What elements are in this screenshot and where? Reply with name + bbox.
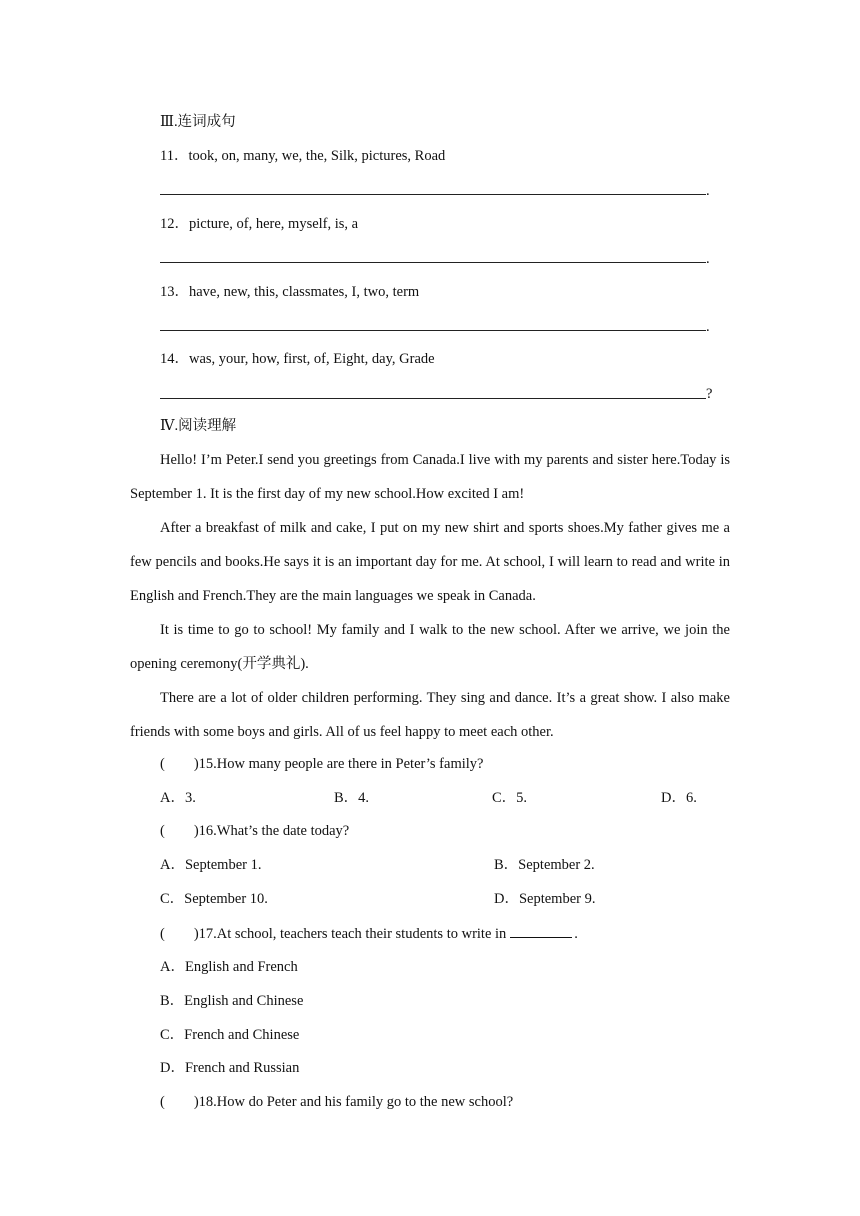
question-17 bbox=[160, 923, 578, 944]
question-16-stem: ( )16.What’s the date today? bbox=[160, 823, 350, 839]
question-15-option-d[interactable]: D．6. bbox=[661, 790, 697, 806]
answer-end-14: ? bbox=[706, 386, 713, 402]
item-11-words: took, on, many, we, the, Silk, pictures, Road bbox=[188, 148, 446, 164]
question-17-option-a[interactable]: A．English and French bbox=[160, 959, 298, 975]
question-15-option-c[interactable]: C．5. bbox=[492, 790, 528, 806]
section-3-title: Ⅲ.连词成句 bbox=[160, 114, 236, 130]
answer-end-12: . bbox=[706, 251, 710, 267]
question-17-option-c[interactable]: C．French and Chinese bbox=[160, 1027, 300, 1043]
item-12 bbox=[160, 214, 358, 234]
item-11-number: 11． bbox=[160, 148, 189, 164]
question-17-stem: ( )17.At school, teachers teach their students to write in bbox=[160, 926, 507, 942]
question-18-stem: ( )18.How do Peter and his family go to the new school? bbox=[160, 1094, 514, 1110]
passage-paragraph-2: After a breakfast of milk and cake, I put on my new shirt and sports shoes.My father gives me a few pencils and books.He says it is an important day for me. At school, I will learn to read and write in English and French.They are the main languages we speak in Canada. bbox=[130, 520, 730, 604]
answer-line-13[interactable] bbox=[160, 330, 706, 331]
answer-end-13: . bbox=[706, 319, 710, 335]
item-13-words: have, new, this, classmates, I, two, term bbox=[189, 284, 420, 300]
item-13-number: 13． bbox=[160, 284, 189, 300]
answer-line-11[interactable] bbox=[160, 194, 706, 195]
section-4-title: Ⅳ.阅读理解 bbox=[160, 418, 237, 434]
question-17-option-b[interactable]: B．English and Chinese bbox=[160, 993, 304, 1009]
question-16-option-b[interactable]: B．September 2. bbox=[494, 857, 595, 873]
answer-line-12[interactable] bbox=[160, 262, 706, 263]
question-17-stem-end: . bbox=[574, 926, 578, 942]
item-12-words: picture, of, here, myself, is, a bbox=[189, 216, 359, 232]
passage-paragraph-3: It is time to go to school! My family and I walk to the new school. After we arrive, we join the opening ceremony(开学典礼). bbox=[130, 622, 730, 672]
item-11 bbox=[160, 146, 445, 166]
question-17-option-d[interactable]: D．French and Russian bbox=[160, 1060, 300, 1076]
question-16-option-a[interactable]: A．September 1. bbox=[160, 857, 262, 873]
item-12-number: 12． bbox=[160, 216, 189, 232]
question-15-option-a[interactable]: A．3. bbox=[160, 790, 196, 806]
question-17-blank[interactable] bbox=[510, 923, 572, 938]
question-15-option-b[interactable]: B．4. bbox=[334, 790, 370, 806]
passage-paragraph-4: There are a lot of older children performing. They sing and dance. It’s a great show. I also make friends with some boys and girls. All of us feel happy to meet each other. bbox=[130, 690, 730, 740]
question-16-option-c[interactable]: C．September 10. bbox=[160, 891, 268, 907]
question-15-stem: ( )15.How many people are there in Peter’s family? bbox=[160, 756, 484, 772]
item-14-number: 14． bbox=[160, 351, 189, 367]
question-16-option-d[interactable]: D．September 9. bbox=[494, 891, 596, 907]
item-13 bbox=[160, 282, 419, 302]
answer-end-11: . bbox=[706, 183, 710, 199]
item-14 bbox=[160, 349, 435, 369]
passage-paragraph-1: Hello! I’m Peter.I send you greetings from Canada.I live with my parents and sister here.Today is September 1. It is the first day of my new school.How excited I am! bbox=[130, 452, 730, 502]
answer-line-14[interactable] bbox=[160, 398, 706, 399]
item-14-words: was, your, how, first, of, Eight, day, Grade bbox=[189, 351, 435, 367]
